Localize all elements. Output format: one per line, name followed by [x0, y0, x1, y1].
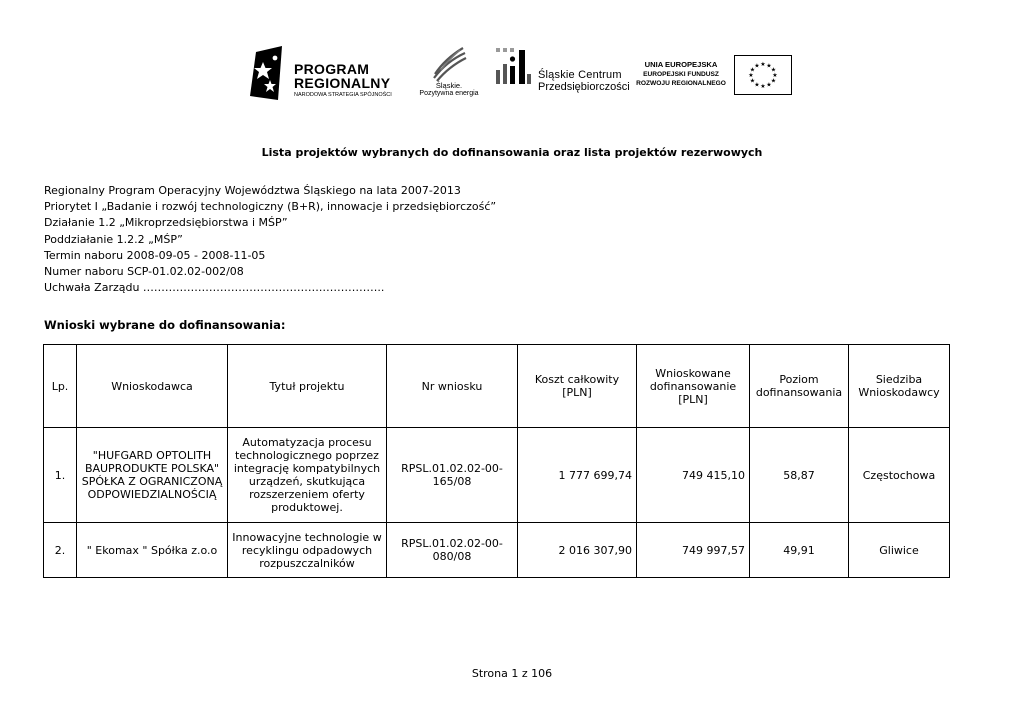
svg-text:★: ★: [772, 72, 778, 79]
page-number: 1: [511, 667, 519, 680]
cell-funding-level: 58,87: [750, 428, 849, 523]
measure-line: Działanie 1.2 „Mikroprzedsiębiorstwa i MŚP”: [44, 216, 288, 230]
slaskie-wave-icon: [429, 44, 469, 82]
cell-requested-funding: 749 415,10: [637, 428, 750, 523]
section-heading: Wnioski wybrane do dofinansowania:: [44, 318, 286, 332]
table-row: [44, 428, 950, 523]
cell-application-number: RPSL.01.02.02-00-080/08: [387, 523, 518, 578]
programme-details: [44, 183, 496, 296]
cell-applicant: " Ekomax " Spółka z.o.o: [77, 523, 228, 578]
projects-table: [43, 344, 950, 578]
header-application-number: Nr wniosku: [387, 345, 518, 428]
cell-requested-funding: 749 997,57: [637, 523, 750, 578]
regionalny-label: REGIONALNY: [294, 75, 391, 91]
svg-text:★: ★: [760, 83, 766, 90]
cell-total-cost: 1 777 699,74: [518, 428, 637, 523]
header-applicant: Wnioskodawca: [77, 345, 228, 428]
programme-line: Regionalny Program Operacyjny Województwa Śląskiego na lata 2007-2013: [44, 184, 461, 197]
eu-flag-icon: [734, 55, 792, 95]
call-period-line: Termin naboru 2008-09-05 - 2008-11-05: [44, 248, 266, 262]
erdf-label-line2: ROZWOJU REGIONALNEGO: [636, 80, 726, 87]
page-label: Strona: [471, 667, 508, 680]
slaskie-label: Śląskie.: [435, 81, 463, 90]
scp-logo: [494, 46, 630, 96]
submeasure-line: Poddziałanie 1.2.2 „MŚP”: [44, 232, 183, 246]
eu-logo: [632, 54, 796, 98]
cell-applicant-seat: Częstochowa: [849, 428, 950, 523]
svg-text:★: ★: [770, 66, 777, 74]
svg-text:★: ★: [748, 72, 754, 79]
cell-application-number: RPSL.01.02.02-00-165/08: [387, 428, 518, 523]
header-funding-level: Poziom dofinansowania: [750, 345, 849, 428]
cell-total-cost: 2 016 307,90: [518, 523, 637, 578]
cell-funding-level: 49,91: [750, 523, 849, 578]
board-resolution-line: Uchwała Zarządu ………………………………………….……………..: [44, 281, 385, 295]
header-total-cost: Koszt całkowity [PLN]: [518, 345, 637, 428]
logo-strip: [248, 40, 796, 102]
call-number-line: Numer naboru SCP-01.02.02-002/08: [44, 265, 244, 279]
svg-text:★: ★: [749, 66, 756, 74]
page-of-label: z: [521, 667, 528, 680]
cell-project-title: Automatyzacja procesu technologicznego poprzez integrację kompatybilnych urządzeń, skutkująca rozszerzeniem oferty produktowej.: [228, 428, 387, 523]
cell-applicant-seat: Gliwice: [849, 523, 950, 578]
svg-text:★: ★: [754, 62, 760, 70]
priority-line: Priorytet I „Badanie i rozwój technologiczny (B+R), innowacje i przedsiębiorczość”: [44, 200, 497, 214]
table-row: [44, 523, 950, 578]
slaskie-logo: [416, 44, 482, 102]
page-footer: [0, 667, 1024, 680]
scp-label-line2: Przedsiębiorczości: [538, 81, 630, 93]
eu-label: UNIA EUROPEJSKA: [644, 60, 718, 69]
svg-text:★: ★: [749, 77, 756, 85]
cell-lp: 1.: [44, 428, 77, 523]
cell-applicant: "HUFGARD OPTOLITH BAUPRODUKTE POLSKA" SPÓŁKA Z OGRANICZONĄ ODPOWIEDZIALNOŚCIĄ: [77, 428, 228, 523]
slaskie-tagline: Pozytywna energia: [419, 90, 479, 97]
page-total: 106: [531, 667, 553, 680]
svg-text:★: ★: [770, 77, 777, 85]
header-project-title: Tytuł projektu: [228, 345, 387, 428]
header-requested-funding: Wnioskowane dofinansowanie [PLN]: [637, 345, 750, 428]
scp-label-line1: Śląskie Centrum: [538, 69, 622, 81]
header-lp: Lp.: [44, 345, 77, 428]
svg-text:★: ★: [754, 81, 760, 89]
svg-text:★: ★: [760, 61, 766, 68]
scp-bars-icon: [494, 46, 534, 86]
cell-lp: 2.: [44, 523, 77, 578]
header-applicant-seat: Siedziba Wnioskodawcy: [849, 345, 950, 428]
star-emblem-icon: [248, 46, 284, 100]
program-label: PROGRAM: [294, 61, 370, 77]
cell-project-title: Innowacyjne technologie w recyklingu odpadowych rozpuszczalników: [228, 523, 387, 578]
erdf-label-line1: EUROPEJSKI FUNDUSZ: [643, 70, 719, 78]
nss-label: NARODOWA STRATEGIA SPÓJNOŚCI: [294, 92, 392, 98]
document-title: Lista projektów wybranych do dofinansowania oraz lista projektów rezerwowych: [261, 146, 763, 159]
svg-text:★: ★: [766, 62, 772, 70]
table-header-row: [44, 345, 950, 428]
svg-text:★: ★: [766, 81, 772, 89]
program-regionalny-logo: [248, 46, 408, 102]
